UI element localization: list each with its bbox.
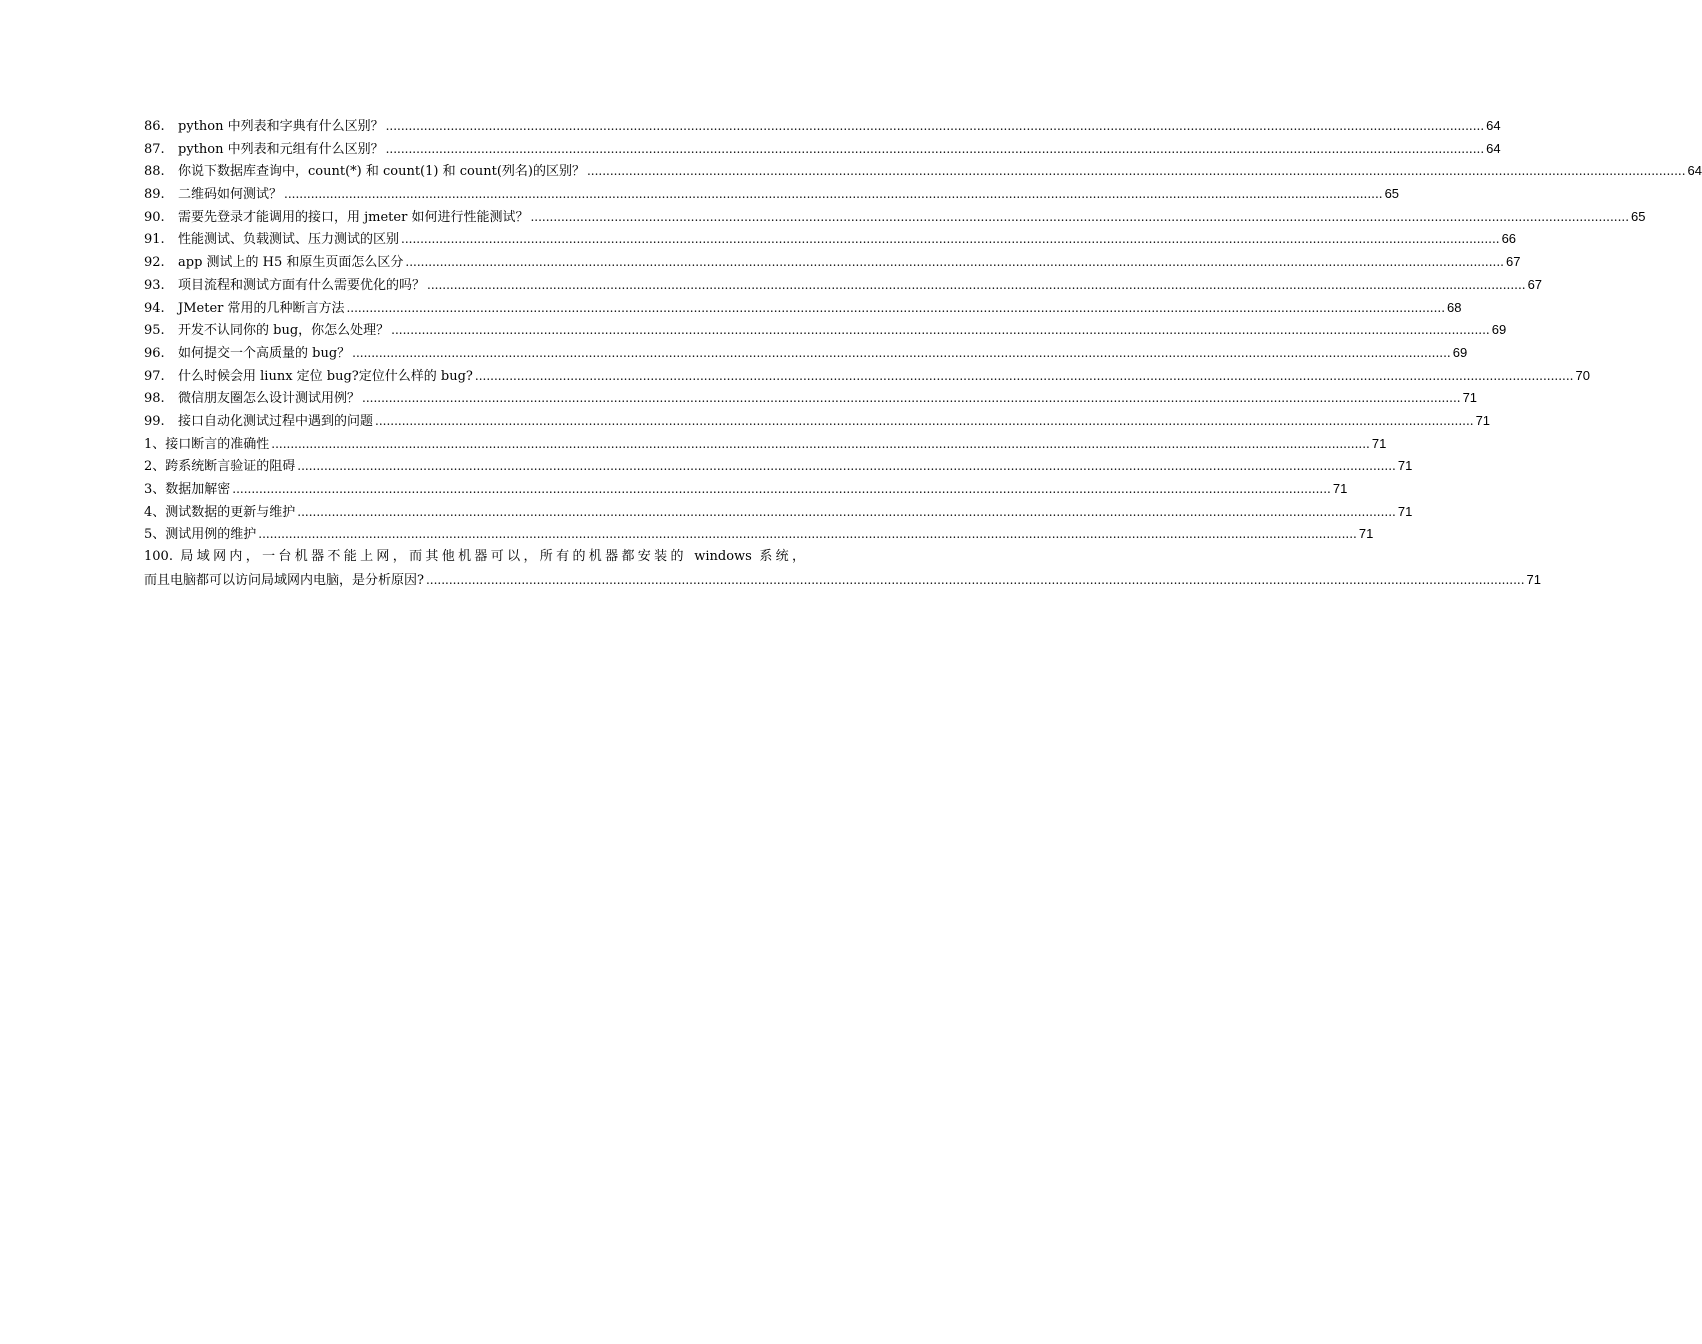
toc-entry-number: 94. xyxy=(144,300,165,316)
toc-entry[interactable] xyxy=(144,478,1348,501)
toc-entry-number: 88. xyxy=(144,164,165,180)
toc-page-number: 71 xyxy=(1397,458,1413,474)
toc-entry-title-line1: 100. 局域网内，一台机器不能上网，而其他机器可以，所有的机器都安装的 windows 系统， xyxy=(144,549,805,565)
toc-entry-label: 5、测试用例的维护 xyxy=(144,527,257,543)
toc-entry-title xyxy=(144,275,425,298)
toc-entry-title xyxy=(144,343,350,366)
toc-entry-label: python 中列表和字典有什么区别？ xyxy=(178,119,384,134)
toc-page-number: 71 xyxy=(1526,571,1542,587)
toc-entry[interactable] xyxy=(144,546,1542,591)
toc-entry-title xyxy=(144,139,384,162)
toc-entry-label: 二维码如何测试？ xyxy=(178,187,283,203)
toc-dot-leader xyxy=(258,523,1357,547)
toc-dot-leader xyxy=(426,569,1525,593)
toc-entry[interactable] xyxy=(144,274,1543,297)
toc-entry-label: 1、接口断言的准确性 xyxy=(144,436,270,452)
toc-entry-number: 87. xyxy=(144,141,165,157)
toc-page-number: 64 xyxy=(1486,118,1501,133)
toc-page-number: 70 xyxy=(1575,367,1590,383)
toc-entry-title xyxy=(144,524,256,547)
toc-page-number: 71 xyxy=(1371,435,1387,451)
toc-page-number: 66 xyxy=(1501,231,1517,247)
toc-page-number: 71 xyxy=(1358,526,1374,542)
toc-dot-leader xyxy=(427,274,1526,298)
toc-entry-label: 项目流程和测试方面有什么需要优化的吗？ xyxy=(178,277,426,293)
toc-page-number: 71 xyxy=(1332,481,1348,496)
toc-page-number: 65 xyxy=(1384,186,1400,202)
toc-entry[interactable] xyxy=(144,387,1478,410)
toc-entry-title-line2: 而且电脑都可以访问局域网内电脑，是分析原因? xyxy=(144,572,424,588)
toc-entry[interactable] xyxy=(144,206,1646,229)
toc-entry-label: 什么时候会用 liunx 定位 bug?定位什么样的 bug? xyxy=(178,368,473,384)
toc-entry-label: 3、数据加解密 xyxy=(144,482,231,497)
toc-entry-title xyxy=(144,252,403,275)
toc-dot-leader xyxy=(375,410,1474,434)
toc-entry-title xyxy=(144,320,389,343)
toc-entry-number: 97. xyxy=(144,368,165,384)
toc-dot-leader xyxy=(530,206,1629,230)
toc-entry[interactable] xyxy=(144,297,1462,320)
toc-dot-leader xyxy=(346,297,1445,321)
toc-entry-number: 96. xyxy=(144,345,165,361)
toc-entry-title xyxy=(144,411,373,434)
toc-entry-title xyxy=(144,479,230,502)
toc-dot-leader xyxy=(352,342,1451,366)
toc-entry-title xyxy=(144,298,344,321)
toc-entry[interactable] xyxy=(144,115,1501,138)
toc-entry[interactable] xyxy=(144,342,1468,365)
table-of-contents xyxy=(144,115,1702,591)
toc-dot-leader xyxy=(386,138,1485,162)
toc-entry-title xyxy=(144,502,295,525)
toc-entry-number: 98. xyxy=(144,391,165,407)
toc-entry-label: 4、测试数据的更新与维护 xyxy=(144,504,296,520)
toc-dot-leader xyxy=(391,319,1490,343)
toc-page-number: 68 xyxy=(1447,299,1462,315)
toc-entry-number: 95. xyxy=(144,323,165,339)
toc-entry[interactable] xyxy=(144,523,1374,546)
toc-entry-label: app 测试上的 H5 和原生页面怎么区分 xyxy=(178,255,404,271)
toc-entry-number: 90. xyxy=(144,209,165,225)
toc-dot-leader xyxy=(386,115,1485,139)
toc-page-number: 64 xyxy=(1687,163,1702,179)
toc-entry-number: 89. xyxy=(144,187,165,203)
toc-page-number: 71 xyxy=(1462,390,1478,406)
toc-entry-title xyxy=(144,184,282,207)
toc-entry-label: 开发不认同你的 bug，你怎么处理？ xyxy=(178,323,390,339)
toc-dot-leader xyxy=(405,251,1504,275)
toc-entry-title-line2-row xyxy=(144,569,1542,592)
toc-page-number: 71 xyxy=(1397,503,1413,519)
toc-entry[interactable] xyxy=(144,228,1517,251)
toc-entry-number: 91. xyxy=(144,232,165,248)
toc-dot-leader xyxy=(362,387,1461,411)
toc-page-number: 67 xyxy=(1505,254,1521,270)
toc-dot-leader xyxy=(587,160,1686,184)
toc-entry[interactable] xyxy=(144,319,1507,342)
toc-entry-label: 如何提交一个高质量的 bug？ xyxy=(178,345,351,361)
toc-entry[interactable] xyxy=(144,160,1702,183)
toc-page-number: 71 xyxy=(1475,412,1491,428)
toc-entry-title xyxy=(144,207,528,230)
toc-entry-title xyxy=(144,229,399,252)
toc-page-number: 69 xyxy=(1491,322,1507,338)
toc-entry[interactable] xyxy=(144,433,1387,456)
toc-page-number: 69 xyxy=(1452,344,1468,360)
toc-dot-leader xyxy=(271,433,1370,457)
toc-page-number: 65 xyxy=(1631,208,1646,224)
toc-entry-label: JMeter 常用的几种断言方法 xyxy=(178,300,345,316)
toc-entry-number: 99. xyxy=(144,413,165,429)
toc-dot-leader xyxy=(284,183,1383,207)
toc-entry-title xyxy=(144,434,269,457)
toc-entry-title xyxy=(144,456,295,479)
toc-entry[interactable] xyxy=(144,138,1501,161)
toc-entry-label: 性能测试、负载测试、压力测试的区别 xyxy=(178,232,400,248)
toc-entry-label: python 中列表和元组有什么区别？ xyxy=(178,141,384,157)
toc-page-number: 67 xyxy=(1527,276,1543,292)
toc-entry-label: 接口自动化测试过程中遇到的问题 xyxy=(178,413,374,429)
toc-entry-title xyxy=(144,366,473,389)
toc-entry-label: 你说下数据库查询中，count(*) 和 count(1) 和 count(列名)的区别？ xyxy=(178,164,585,180)
toc-entry-number: 86. xyxy=(144,119,165,134)
toc-entry-number: 93. xyxy=(144,277,165,293)
toc-entry-number: 92. xyxy=(144,255,165,271)
toc-entry[interactable] xyxy=(144,183,1400,206)
toc-page-number: 64 xyxy=(1486,140,1501,156)
toc-dot-leader xyxy=(401,228,1500,252)
toc-entry[interactable] xyxy=(144,251,1521,274)
toc-entry[interactable] xyxy=(144,365,1590,388)
toc-entry-label: 微信朋友圈怎么设计测试用例？ xyxy=(178,391,361,407)
toc-entry-label: 需要先登录才能调用的接口，用 jmeter 如何进行性能测试？ xyxy=(178,209,529,225)
toc-dot-leader xyxy=(297,501,1396,525)
toc-entry[interactable] xyxy=(144,501,1413,524)
toc-entry-title xyxy=(144,116,384,139)
toc-entry[interactable] xyxy=(144,455,1413,478)
toc-entry-title xyxy=(144,161,585,184)
toc-dot-leader xyxy=(475,365,1574,389)
toc-entry-label: 2、跨系统断言验证的阻碍 xyxy=(144,459,296,475)
toc-entry-title xyxy=(144,388,360,411)
toc-dot-leader xyxy=(297,455,1396,479)
toc-entry[interactable] xyxy=(144,410,1491,433)
toc-dot-leader xyxy=(232,478,1331,502)
